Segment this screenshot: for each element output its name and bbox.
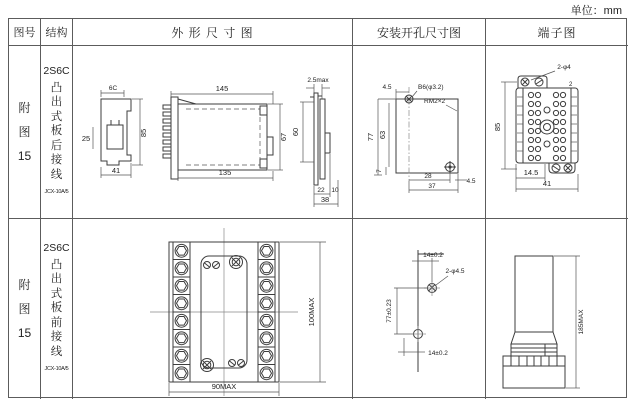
structure-char: 接	[50, 154, 63, 167]
fig-char: 附	[18, 101, 31, 115]
thread-spec-label: RM2×2	[423, 97, 445, 105]
header-outline: 外 形 尺 寸 图	[73, 19, 353, 46]
fig-char: 图	[18, 302, 31, 316]
socket-front-view	[74, 220, 352, 398]
fig-no-row2	[9, 219, 41, 399]
model-code: 2S6C	[43, 65, 70, 78]
structure-char: 凸	[50, 258, 63, 271]
mounting-drawing-row1	[353, 46, 486, 219]
structure-row1	[41, 46, 73, 219]
dim-7: 7	[375, 168, 383, 173]
dim-145: 145	[215, 83, 228, 93]
header-terminal: 端子图	[486, 19, 628, 46]
outline-drawing-row1	[73, 46, 353, 219]
fig-number: 15	[17, 149, 32, 163]
dim-77: 77	[365, 132, 375, 141]
header-fig-no: 图号	[9, 19, 41, 46]
terminal-drawing-row2	[486, 219, 628, 399]
dim-37: 37	[427, 182, 436, 190]
dim-38: 38	[320, 194, 329, 204]
structure-char: 前	[50, 316, 63, 329]
structure-row2	[41, 219, 73, 399]
dim-85: 85	[138, 128, 148, 137]
dim-4-5-right: 4.5	[465, 177, 476, 185]
model-sub-code: JCX-10A/5	[44, 189, 69, 196]
outline-views-row1	[74, 47, 352, 218]
structure-char: 线	[50, 168, 63, 181]
structure-char: 接	[50, 331, 63, 344]
fig-no-row1	[9, 46, 41, 219]
dim-14-top: 14±0.2	[422, 252, 443, 259]
dim-2-5max: 2.5max	[306, 76, 329, 84]
dim-77-row2: 77±0.23	[385, 299, 393, 323]
dim-100max: 100MAX	[306, 297, 316, 327]
structure-char: 凸	[50, 81, 63, 94]
model-sub-code: JCX-10A/5	[44, 366, 69, 373]
dim-4-5-top: 4.5	[381, 83, 392, 91]
dim-6c: 6C	[108, 84, 117, 92]
structure-char: 后	[50, 139, 63, 152]
dim-185max: 185MAX	[577, 309, 585, 335]
panel-edge-view	[291, 77, 339, 207]
dimension-table	[8, 18, 627, 398]
outline-drawing-row2	[73, 219, 353, 399]
structure-char: 出	[50, 273, 63, 286]
front-profile-view	[81, 85, 147, 178]
model-code: 2S6C	[43, 242, 70, 255]
terminal-corner-number: 2	[568, 81, 572, 88]
terminal-view-row1	[487, 47, 628, 218]
fig-number: 15	[17, 326, 32, 340]
dim-85-terminal: 85	[492, 122, 502, 131]
dim-2-phi4: 2-φ4	[556, 63, 571, 71]
dim-135: 135	[218, 167, 231, 177]
dim-25: 25	[81, 133, 90, 143]
dim-67: 67	[278, 132, 288, 141]
structure-char: 板	[50, 125, 63, 138]
structure-char: 出	[50, 96, 63, 109]
hole-spec-label: B6(φ3.2)	[417, 83, 444, 91]
header-structure: 结构	[41, 19, 73, 46]
dim-63: 63	[377, 130, 387, 139]
relay-side-elevation	[487, 220, 628, 398]
fig-char: 图	[18, 125, 31, 139]
unit-label: 单位：mm	[570, 5, 622, 17]
mounting-view-row2	[354, 220, 485, 398]
side-view	[163, 84, 288, 181]
hole-spec-label-row2: 2-φ4.5	[444, 268, 465, 275]
dim-60: 60	[290, 127, 300, 136]
structure-char: 板	[50, 302, 63, 315]
mounting-view-row1	[354, 47, 485, 218]
dim-14-5: 14.5	[523, 167, 538, 177]
dim-90max: 90MAX	[211, 382, 236, 391]
dim-14-bottom: 14±0.2	[427, 350, 448, 357]
header-mounting: 安装开孔尺寸图	[353, 19, 486, 46]
dim-28: 28	[423, 172, 432, 180]
fig-char: 附	[18, 278, 31, 292]
structure-char: 式	[50, 287, 63, 300]
structure-char: 式	[50, 110, 63, 123]
mounting-drawing-row2	[353, 219, 486, 399]
structure-char: 线	[50, 345, 63, 358]
dim-22: 22	[316, 186, 325, 194]
dim-41-terminal: 41	[542, 178, 551, 188]
dim-41: 41	[111, 165, 120, 175]
dim-10: 10	[330, 186, 339, 194]
terminal-drawing-row1	[486, 46, 628, 219]
